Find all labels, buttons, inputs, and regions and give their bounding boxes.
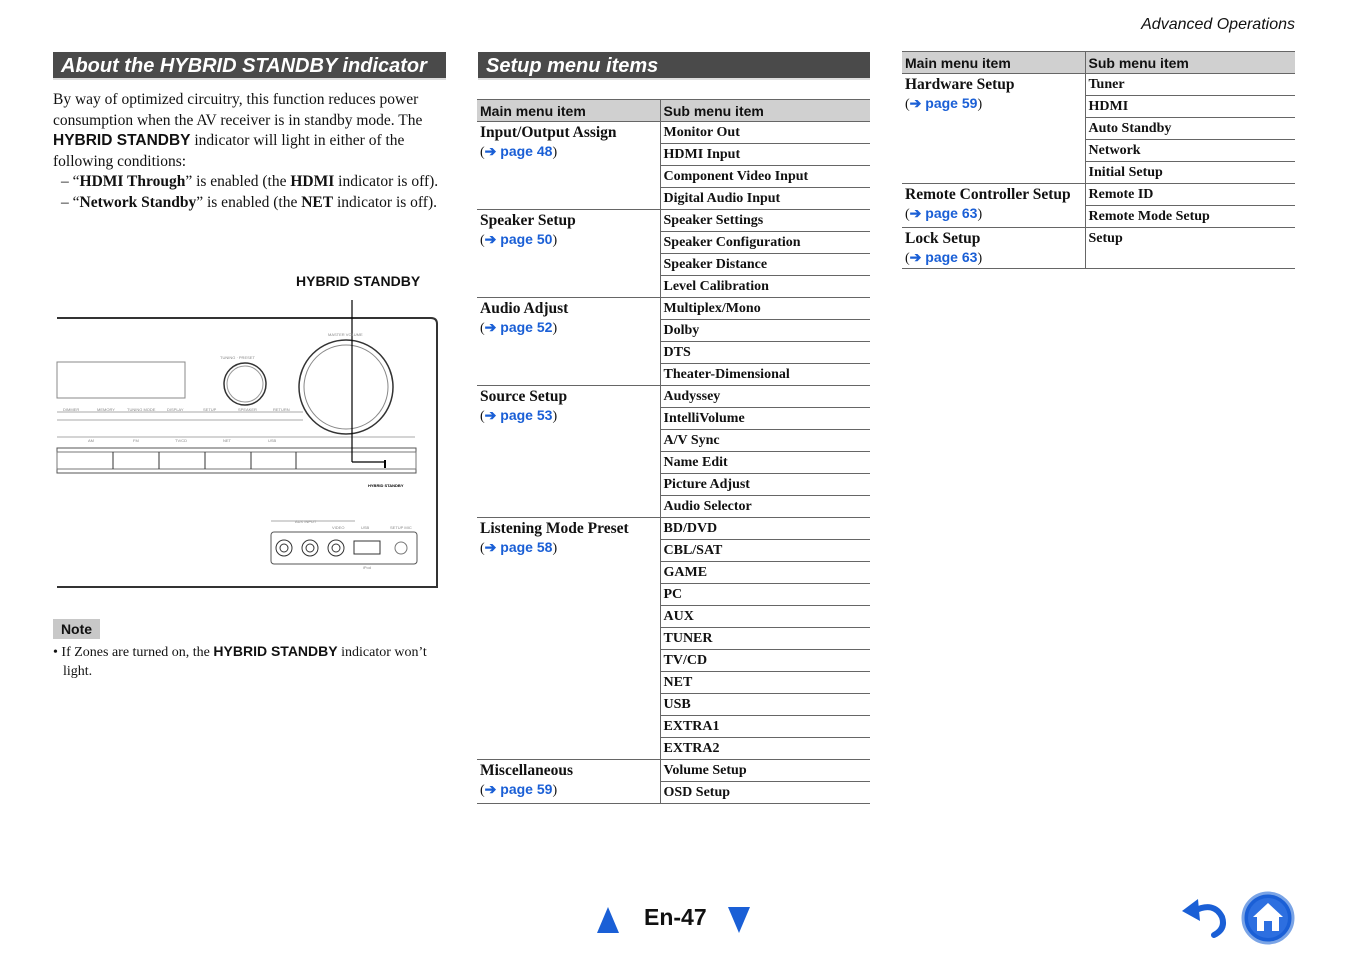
- sub-menu-item: Speaker Configuration: [660, 232, 870, 254]
- arrow-right-icon: ➔: [484, 319, 497, 335]
- table-row: [477, 760, 870, 782]
- arrow-right-icon: ➔: [484, 143, 497, 159]
- back-icon[interactable]: [1180, 897, 1230, 939]
- svg-text:TUNING · PRESET: TUNING · PRESET: [220, 355, 255, 360]
- main-menu-name: Source Setup: [480, 388, 568, 405]
- svg-text:SETUP MIC: SETUP MIC: [390, 525, 412, 530]
- page-link[interactable]: page 58: [500, 539, 553, 555]
- table-row: [902, 184, 1295, 206]
- sub-menu-header: Sub menu item: [660, 100, 870, 122]
- svg-text:DISPLAY: DISPLAY: [167, 407, 184, 412]
- page-link[interactable]: page 53: [500, 407, 553, 423]
- page-reference: (➔ page 63): [905, 249, 983, 266]
- page-link[interactable]: page 63: [925, 249, 978, 265]
- sub-menu-item: Speaker Distance: [660, 254, 870, 276]
- setup-menu-table: [477, 99, 870, 804]
- sub-menu-item: OSD Setup: [660, 782, 870, 804]
- arrow-right-icon: ➔: [484, 407, 497, 423]
- intro-paragraph: By way of optimized circuitry, this function reduces power consumption when the AV receiver is in standby mode. The HYBRID STANDBY indicator will light in either of the following conditions:: [53, 91, 423, 170]
- sub-menu-item: AUX: [660, 606, 870, 628]
- figure-callout-label: HYBRID STANDBY: [296, 273, 421, 289]
- main-menu-name: Input/Output Assign: [480, 124, 617, 141]
- svg-text:RETURN: RETURN: [273, 407, 290, 412]
- main-menu-name: Speaker Setup: [480, 212, 576, 229]
- sub-menu-item: Remote Mode Setup: [1085, 206, 1295, 228]
- main-menu-name: Miscellaneous: [480, 762, 573, 779]
- sub-menu-item: Audyssey: [660, 386, 870, 408]
- prev-page-icon[interactable]: [596, 906, 620, 934]
- sub-menu-item: Dolby: [660, 320, 870, 342]
- main-menu-name: Hardware Setup: [905, 76, 1015, 93]
- sub-menu-item: NET: [660, 672, 870, 694]
- svg-text:SETUP: SETUP: [203, 407, 217, 412]
- sub-menu-item: HDMI Input: [660, 144, 870, 166]
- sub-menu-item: Network: [1085, 140, 1295, 162]
- svg-text:AM: AM: [88, 438, 94, 443]
- svg-text:DIMMER: DIMMER: [63, 407, 80, 412]
- note-title: Note: [53, 619, 100, 639]
- table-row: [477, 386, 870, 408]
- hybrid-standby-title: About the HYBRID STANDBY indicator: [53, 52, 446, 80]
- sub-menu-item: Theater-Dimensional: [660, 364, 870, 386]
- sub-menu-item: Picture Adjust: [660, 474, 870, 496]
- sub-menu-header: Sub menu item: [1085, 52, 1295, 74]
- main-menu-header: Main menu item: [902, 52, 1085, 74]
- section-header: Advanced Operations: [1141, 16, 1295, 33]
- sub-menu-item: BD/DVD: [660, 518, 870, 540]
- svg-text:AUX INPUT: AUX INPUT: [295, 519, 317, 524]
- sub-menu-item: IntelliVolume: [660, 408, 870, 430]
- sub-menu-item: Tuner: [1085, 74, 1295, 96]
- sub-menu-item: EXTRA1: [660, 716, 870, 738]
- sub-menu-item: Volume Setup: [660, 760, 870, 782]
- sub-menu-item: Component Video Input: [660, 166, 870, 188]
- sub-menu-item: GAME: [660, 562, 870, 584]
- page-reference: (➔ page 59): [905, 95, 983, 112]
- main-menu-cell: [477, 298, 660, 386]
- condition-network-standby: – “Network Standby” is enabled (the NET indicator is off).: [61, 193, 437, 211]
- main-menu-name: Lock Setup: [905, 230, 981, 247]
- main-menu-cell: [477, 122, 660, 210]
- table-row: [477, 122, 870, 144]
- main-menu-cell: [477, 518, 660, 760]
- main-menu-name: Audio Adjust: [480, 300, 569, 317]
- table-row: [902, 228, 1295, 269]
- arrow-right-icon: ➔: [909, 95, 922, 111]
- page-link[interactable]: page 59: [925, 95, 978, 111]
- page-link[interactable]: page 50: [500, 231, 553, 247]
- note-body: • If Zones are turned on, the HYBRID STANDBY indicator won’t light.: [53, 643, 427, 679]
- table-row: [477, 298, 870, 320]
- sub-menu-item: Multiplex/Mono: [660, 298, 870, 320]
- main-menu-name: Listening Mode Preset: [480, 520, 629, 537]
- sub-menu-item: Level Calibration: [660, 276, 870, 298]
- arrow-right-icon: ➔: [484, 231, 497, 247]
- main-menu-cell: [477, 760, 660, 804]
- sub-menu-item: CBL/SAT: [660, 540, 870, 562]
- setup-menu-title: Setup menu items: [478, 52, 870, 80]
- sub-menu-item: HDMI: [1085, 96, 1295, 118]
- sub-menu-item: TUNER: [660, 628, 870, 650]
- sub-menu-item: Name Edit: [660, 452, 870, 474]
- sub-menu-item: PC: [660, 584, 870, 606]
- sub-menu-item: Remote ID: [1085, 184, 1295, 206]
- sub-menu-item: Audio Selector: [660, 496, 870, 518]
- svg-text:FM: FM: [133, 438, 139, 443]
- sub-menu-item: USB: [660, 694, 870, 716]
- svg-text:USB: USB: [268, 438, 277, 443]
- page-link[interactable]: page 63: [925, 205, 978, 221]
- arrow-right-icon: ➔: [484, 539, 497, 555]
- page-reference: (➔ page 58): [480, 539, 558, 556]
- main-menu-cell: [902, 74, 1085, 184]
- table-row: [477, 518, 870, 540]
- page-reference: (➔ page 63): [905, 205, 983, 222]
- svg-text:MASTER VOLUME: MASTER VOLUME: [328, 332, 363, 337]
- sub-menu-item: DTS: [660, 342, 870, 364]
- arrow-right-icon: ➔: [484, 781, 497, 797]
- arrow-right-icon: ➔: [909, 249, 922, 265]
- sub-menu-item: EXTRA2: [660, 738, 870, 760]
- hybrid-standby-description: [53, 90, 446, 213]
- page-reference: (➔ page 50): [480, 231, 558, 248]
- sub-menu-item: TV/CD: [660, 650, 870, 672]
- page-link[interactable]: page 48: [500, 143, 553, 159]
- page-reference: (➔ page 52): [480, 319, 558, 336]
- svg-text:SPEAKER: SPEAKER: [238, 407, 257, 412]
- sub-menu-item: Digital Audio Input: [660, 188, 870, 210]
- condition-hdmi-through: – “HDMI Through” is enabled (the HDMI indicator is off).: [61, 173, 439, 190]
- page-link[interactable]: page 59: [500, 781, 553, 797]
- main-menu-cell: [477, 210, 660, 298]
- page-link[interactable]: page 52: [500, 319, 553, 335]
- svg-text:iPod: iPod: [363, 565, 372, 570]
- setup-menu-table-continued: [902, 51, 1295, 269]
- page-reference: (➔ page 59): [480, 781, 558, 798]
- svg-text:MEMORY: MEMORY: [97, 407, 115, 412]
- figure-small-label: HYBRID STANDBY: [368, 483, 404, 488]
- arrow-right-icon: ➔: [909, 205, 922, 221]
- svg-text:VIDEO: VIDEO: [332, 525, 345, 530]
- page-reference: (➔ page 53): [480, 407, 558, 424]
- svg-text:TV/CD: TV/CD: [175, 438, 187, 443]
- sub-menu-item: A/V Sync: [660, 430, 870, 452]
- svg-text:TUNING MODE: TUNING MODE: [127, 407, 156, 412]
- next-page-icon[interactable]: [727, 906, 751, 934]
- sub-menu-item: Speaker Settings: [660, 210, 870, 232]
- page-reference: (➔ page 48): [480, 143, 558, 160]
- main-menu-header: Main menu item: [477, 100, 660, 122]
- sub-menu-item: Auto Standby: [1085, 118, 1295, 140]
- sub-menu-item: Initial Setup: [1085, 162, 1295, 184]
- table-row: [902, 74, 1295, 96]
- sub-menu-item: Monitor Out: [660, 122, 870, 144]
- main-menu-cell: [477, 386, 660, 518]
- sub-menu-item: Setup: [1085, 228, 1295, 269]
- page-number: En-47: [644, 904, 707, 930]
- home-icon[interactable]: [1241, 891, 1295, 945]
- table-row: [477, 210, 870, 232]
- main-menu-name: Remote Controller Setup: [905, 186, 1071, 203]
- svg-text:NET: NET: [223, 438, 231, 443]
- svg-text:USB: USB: [361, 525, 370, 530]
- receiver-front-panel-illustration: [55, 300, 440, 592]
- main-menu-cell: [902, 228, 1085, 269]
- main-menu-cell: [902, 184, 1085, 228]
